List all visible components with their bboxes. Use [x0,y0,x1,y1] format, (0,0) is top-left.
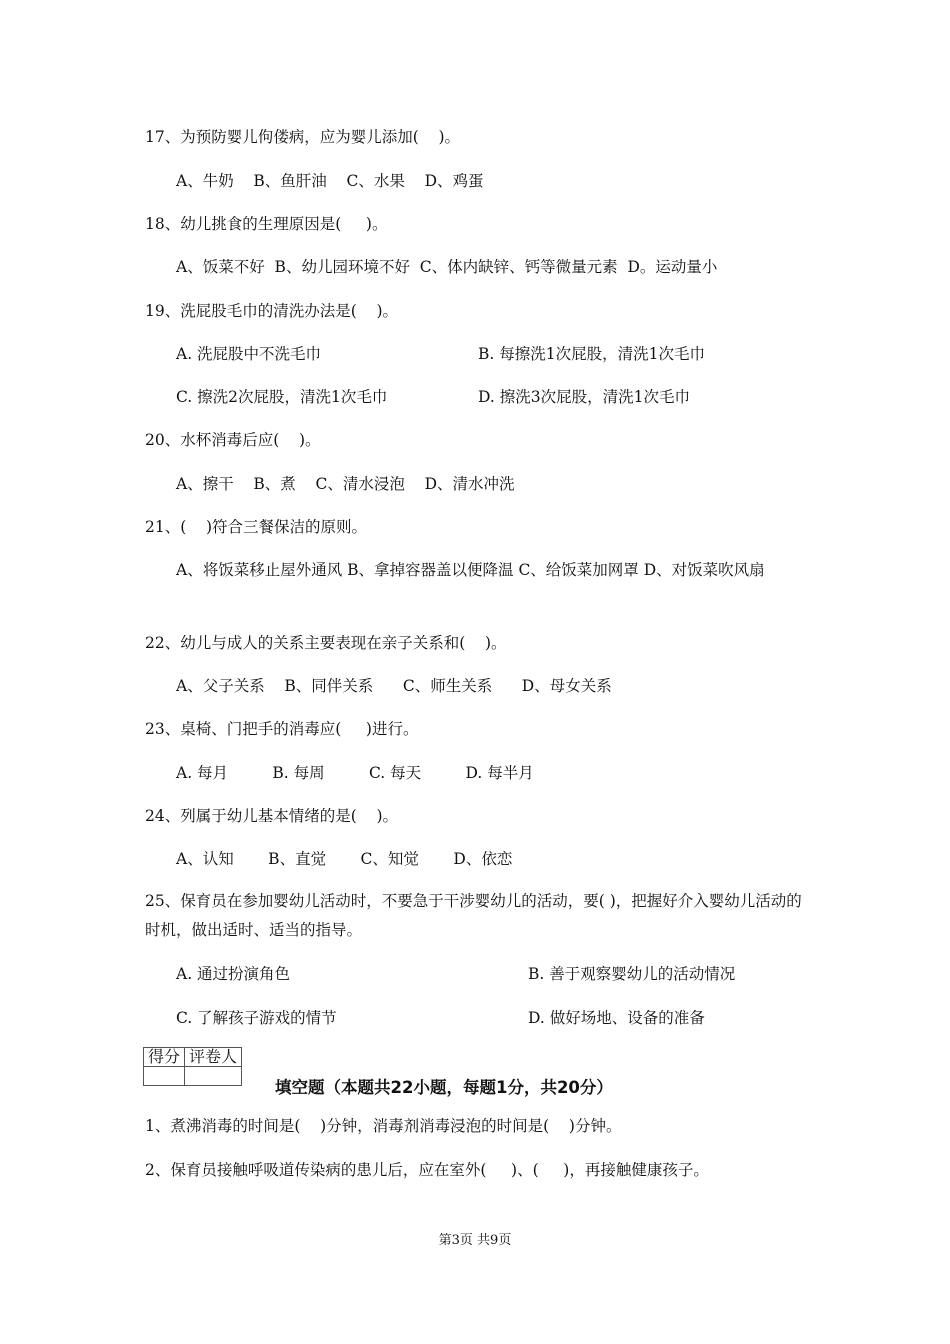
question-options: A. 每月 B. 每周 C. 每天 D. 每半月 [176,764,534,782]
option-c: C. 擦洗2次屁股，清洗1次毛巾 [176,388,388,406]
option-a: A. 洗屁股中不洗毛巾 [176,345,322,363]
question-options: A、饭菜不好 B、幼儿园环境不好 C、体内缺锌、钙等微量元素 D。运动量小 [176,258,718,276]
question-text: 25、保育员在参加婴幼儿活动时，不要急于干涉婴幼儿的活动，要( )，把握好介入婴幼儿活动的时机，做出适时、适当的指导。 [145,892,802,939]
question-options: A、父子关系 B、同伴关系 C、师生关系 D、母女关系 [176,677,612,695]
option-b: B. 每擦洗1次屁股，清洗1次毛巾 [478,345,705,363]
option-a: A. 通过扮演角色 [176,965,291,983]
question-text: 23、桌椅、门把手的消毒应( )进行。 [145,720,419,738]
grader-cell [185,1067,242,1086]
grader-label: 评卷人 [185,1048,242,1067]
page-footer: 第3页 共9页 [438,1233,512,1248]
question-text: 20、水杯消毒后应( )。 [145,431,321,449]
question-options: A、牛奶 B、鱼肝油 C、水果 D、鸡蛋 [176,172,484,190]
score-label: 得分 [144,1048,185,1067]
question-text: 21、( )符合三餐保洁的原则。 [145,518,368,536]
question-options: A、擦干 B、煮 C、清水浸泡 D、清水冲洗 [176,475,515,493]
question-text: 24、列属于幼儿基本情绪的是( )。 [145,807,399,825]
section-title: 填空题（本题共22小题，每题1分，共20分） [275,1078,613,1097]
score-cell [144,1067,185,1086]
option-c: C. 了解孩子游戏的情节 [176,1009,337,1027]
score-box [143,1047,242,1086]
question-options: A、认知 B、直觉 C、知觉 D、依恋 [176,850,513,868]
question-text: 17、为预防婴儿佝偻病，应为婴儿添加( )。 [145,128,461,146]
question-text: 19、洗屁股毛巾的清洗办法是( )。 [145,302,399,320]
question-options: A、将饭菜移止屋外通风 B、拿掉容器盖以便降温 C、给饭菜加网罩 D、对饭菜吹风扇 [176,561,765,579]
question-text: 18、幼儿挑食的生理原因是( )。 [145,215,388,233]
question-text: 22、幼儿与成人的关系主要表现在亲子关系和( )。 [145,634,507,652]
fill-question-2: 2、保育员接触呼吸道传染病的患儿后，应在室外( )、( )，再接触健康孩子。 [145,1161,709,1179]
fill-question-1: 1、煮沸消毒的时间是( )分钟，消毒剂消毒浸泡的时间是( )分钟。 [145,1117,622,1135]
option-d: D. 做好场地、设备的准备 [528,1009,705,1027]
option-d: D. 擦洗3次屁股，清洗1次毛巾 [478,388,690,406]
option-b: B. 善于观察婴幼儿的活动情况 [528,965,736,983]
